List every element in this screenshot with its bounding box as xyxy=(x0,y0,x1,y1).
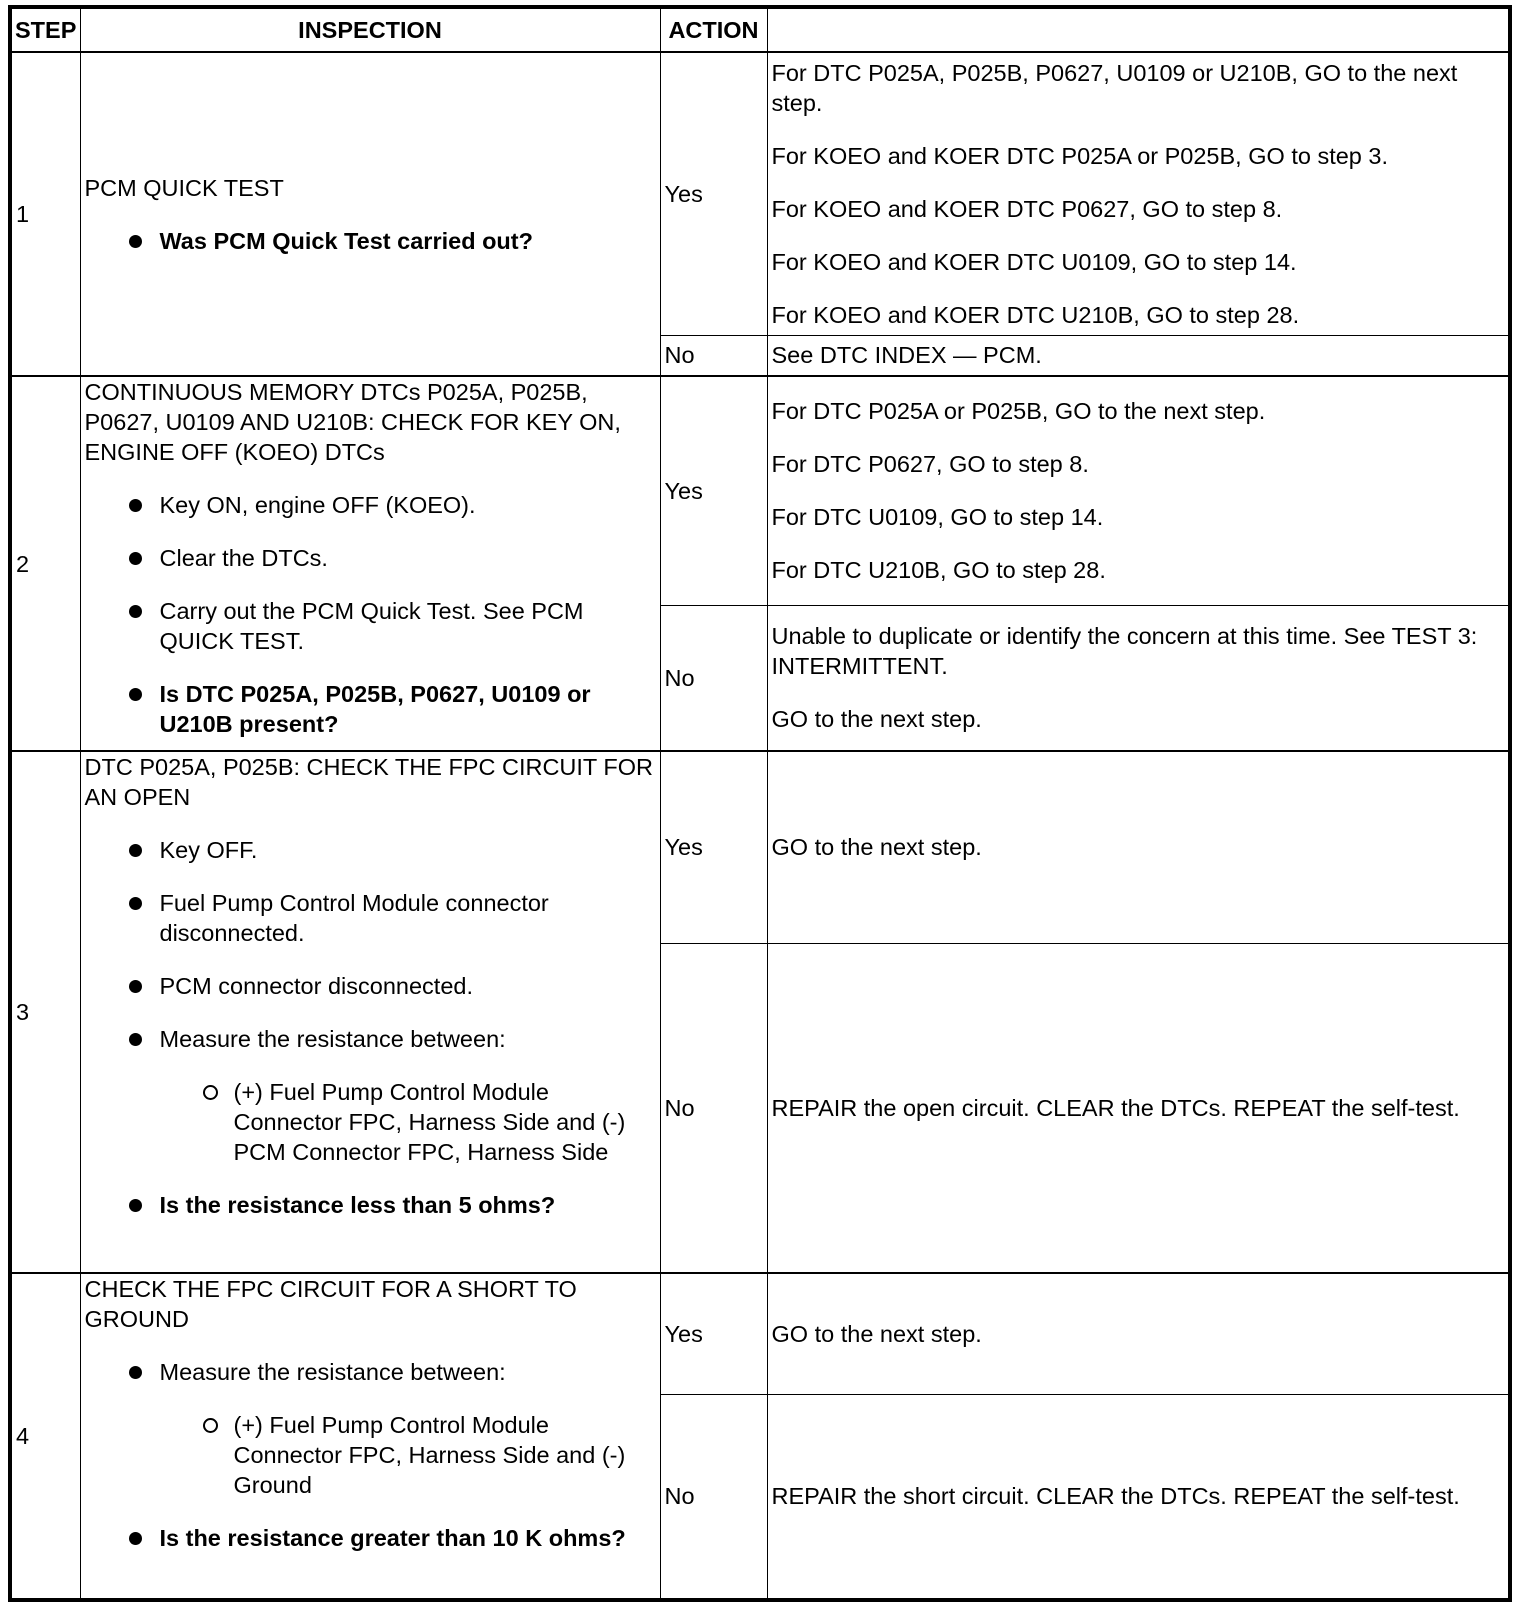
step-3-yes-row xyxy=(10,751,1510,943)
step-4-no-label: No xyxy=(660,1394,767,1600)
bullet-icon xyxy=(129,1033,142,1046)
step-1-yes-line-1: For DTC P025A, P025B, P0627, U0109 or U210B, GO to the next step. xyxy=(771,59,1458,116)
step-2-yes-line-3: For DTC U0109, GO to step 14. xyxy=(771,504,1104,531)
table-header-row xyxy=(10,7,1510,52)
step-4-yes-result: GO to the next step. xyxy=(767,1273,1510,1394)
step-1-yes-row xyxy=(10,52,1510,335)
step-2-yes-line-1: For DTC P025A or P025B, GO to the next step. xyxy=(771,398,1266,425)
step-3-bullet-1: Key OFF. xyxy=(85,835,656,865)
header-step: STEP xyxy=(10,7,80,52)
step-3-yes-label: Yes xyxy=(660,751,767,943)
diagnostic-page xyxy=(8,5,1512,1602)
step-3-bullet-4: Measure the resistance between: xyxy=(85,1024,656,1054)
step-2-question: Is DTC P025A, P025B, P0627, U0109 or U210B present? xyxy=(85,679,656,739)
bullet-icon xyxy=(129,1366,142,1379)
step-4-inspection xyxy=(80,1273,660,1600)
bullet-icon xyxy=(129,897,142,910)
bullet-icon xyxy=(129,844,142,857)
bullet-icon xyxy=(129,235,142,248)
step-3-number: 3 xyxy=(10,751,80,1273)
step-3-title: DTC P025A, P025B: CHECK THE FPC CIRCUIT FOR AN OPEN xyxy=(84,754,653,810)
step-2-no-line-2: GO to the next step. xyxy=(771,706,982,733)
step-4-yes-label: Yes xyxy=(660,1273,767,1394)
step-2-no-label: No xyxy=(660,605,767,751)
step-1-yes-line-3: For KOEO and KOER DTC P0627, GO to step 8. xyxy=(771,195,1283,222)
step-1-no-result: See DTC INDEX — PCM. xyxy=(767,335,1510,376)
step-1-yes-result xyxy=(767,52,1510,335)
bullet-icon xyxy=(129,605,142,618)
bullet-icon xyxy=(129,980,142,993)
step-4-question: Is the resistance greater than 10 K ohms? xyxy=(85,1523,656,1553)
hollow-bullet-icon xyxy=(203,1418,218,1433)
step-1-title: PCM QUICK TEST xyxy=(84,174,284,201)
step-2-no-line-1: Unable to duplicate or identify the concern at this time. See TEST 3: INTERMITTENT. xyxy=(771,623,1478,680)
bullet-icon xyxy=(129,499,142,512)
step-1-inspection xyxy=(80,52,660,376)
step-1-yes-label: Yes xyxy=(660,52,767,335)
step-3-sub-bullet: (+) Fuel Pump Control Module Connector FPC, Harness Side and (-) PCM Connector FPC, Harness Side xyxy=(85,1077,656,1167)
bullet-icon xyxy=(129,1532,142,1545)
step-2-title: CONTINUOUS MEMORY DTCs P025A, P025B, P0627, U0109 AND U210B: CHECK FOR KEY ON, ENGINE OFF (KOEO) DTCs xyxy=(84,379,621,465)
header-result xyxy=(767,7,1510,52)
step-3-no-label: No xyxy=(660,943,767,1273)
header-inspection: INSPECTION xyxy=(80,7,660,52)
step-2-bullet-1: Key ON, engine OFF (KOEO). xyxy=(85,490,656,520)
step-1-yes-line-5: For KOEO and KOER DTC U210B, GO to step 28. xyxy=(771,301,1300,328)
step-2-inspection xyxy=(80,376,660,751)
step-3-bullet-3: PCM connector disconnected. xyxy=(85,971,656,1001)
pinpoint-test-table xyxy=(8,5,1512,1602)
step-2-yes-line-4: For DTC U210B, GO to step 28. xyxy=(771,557,1106,584)
step-3-question: Is the resistance less than 5 ohms? xyxy=(85,1190,656,1220)
step-2-yes-row xyxy=(10,376,1510,605)
step-1-no-label: No xyxy=(660,335,767,376)
step-2-bullet-2: Clear the DTCs. xyxy=(85,543,656,573)
step-2-number: 2 xyxy=(10,376,80,751)
step-4-sub-bullet: (+) Fuel Pump Control Module Connector FPC, Harness Side and (-) Ground xyxy=(85,1410,656,1500)
step-2-yes-label: Yes xyxy=(660,376,767,605)
step-2-yes-result xyxy=(767,376,1510,605)
step-4-number: 4 xyxy=(10,1273,80,1600)
step-4-title: CHECK THE FPC CIRCUIT FOR A SHORT TO GROUND xyxy=(84,1276,577,1332)
step-1-number: 1 xyxy=(10,52,80,376)
bullet-icon xyxy=(129,688,142,701)
step-1-yes-line-4: For KOEO and KOER DTC U0109, GO to step 14. xyxy=(771,248,1297,275)
step-1-yes-line-2: For KOEO and KOER DTC P025A or P025B, GO to step 3. xyxy=(771,142,1388,169)
hollow-bullet-icon xyxy=(203,1085,218,1100)
step-2-bullet-3: Carry out the PCM Quick Test. See PCM QUICK TEST. xyxy=(85,596,656,656)
step-2-yes-line-2: For DTC P0627, GO to step 8. xyxy=(771,451,1089,478)
bullet-icon xyxy=(129,1199,142,1212)
step-3-inspection xyxy=(80,751,660,1273)
header-action: ACTION xyxy=(660,7,767,52)
bullet-icon xyxy=(129,552,142,565)
step-3-no-result: REPAIR the open circuit. CLEAR the DTCs. REPEAT the self-test. xyxy=(767,943,1510,1273)
step-1-question: Was PCM Quick Test carried out? xyxy=(85,226,656,256)
step-3-bullet-2: Fuel Pump Control Module connector disconnected. xyxy=(85,888,656,948)
step-2-no-result xyxy=(767,605,1510,751)
step-4-yes-row xyxy=(10,1273,1510,1394)
step-3-yes-result: GO to the next step. xyxy=(767,751,1510,943)
step-4-bullet-1: Measure the resistance between: xyxy=(85,1357,656,1387)
step-4-no-result: REPAIR the short circuit. CLEAR the DTCs. REPEAT the self-test. xyxy=(767,1394,1510,1600)
